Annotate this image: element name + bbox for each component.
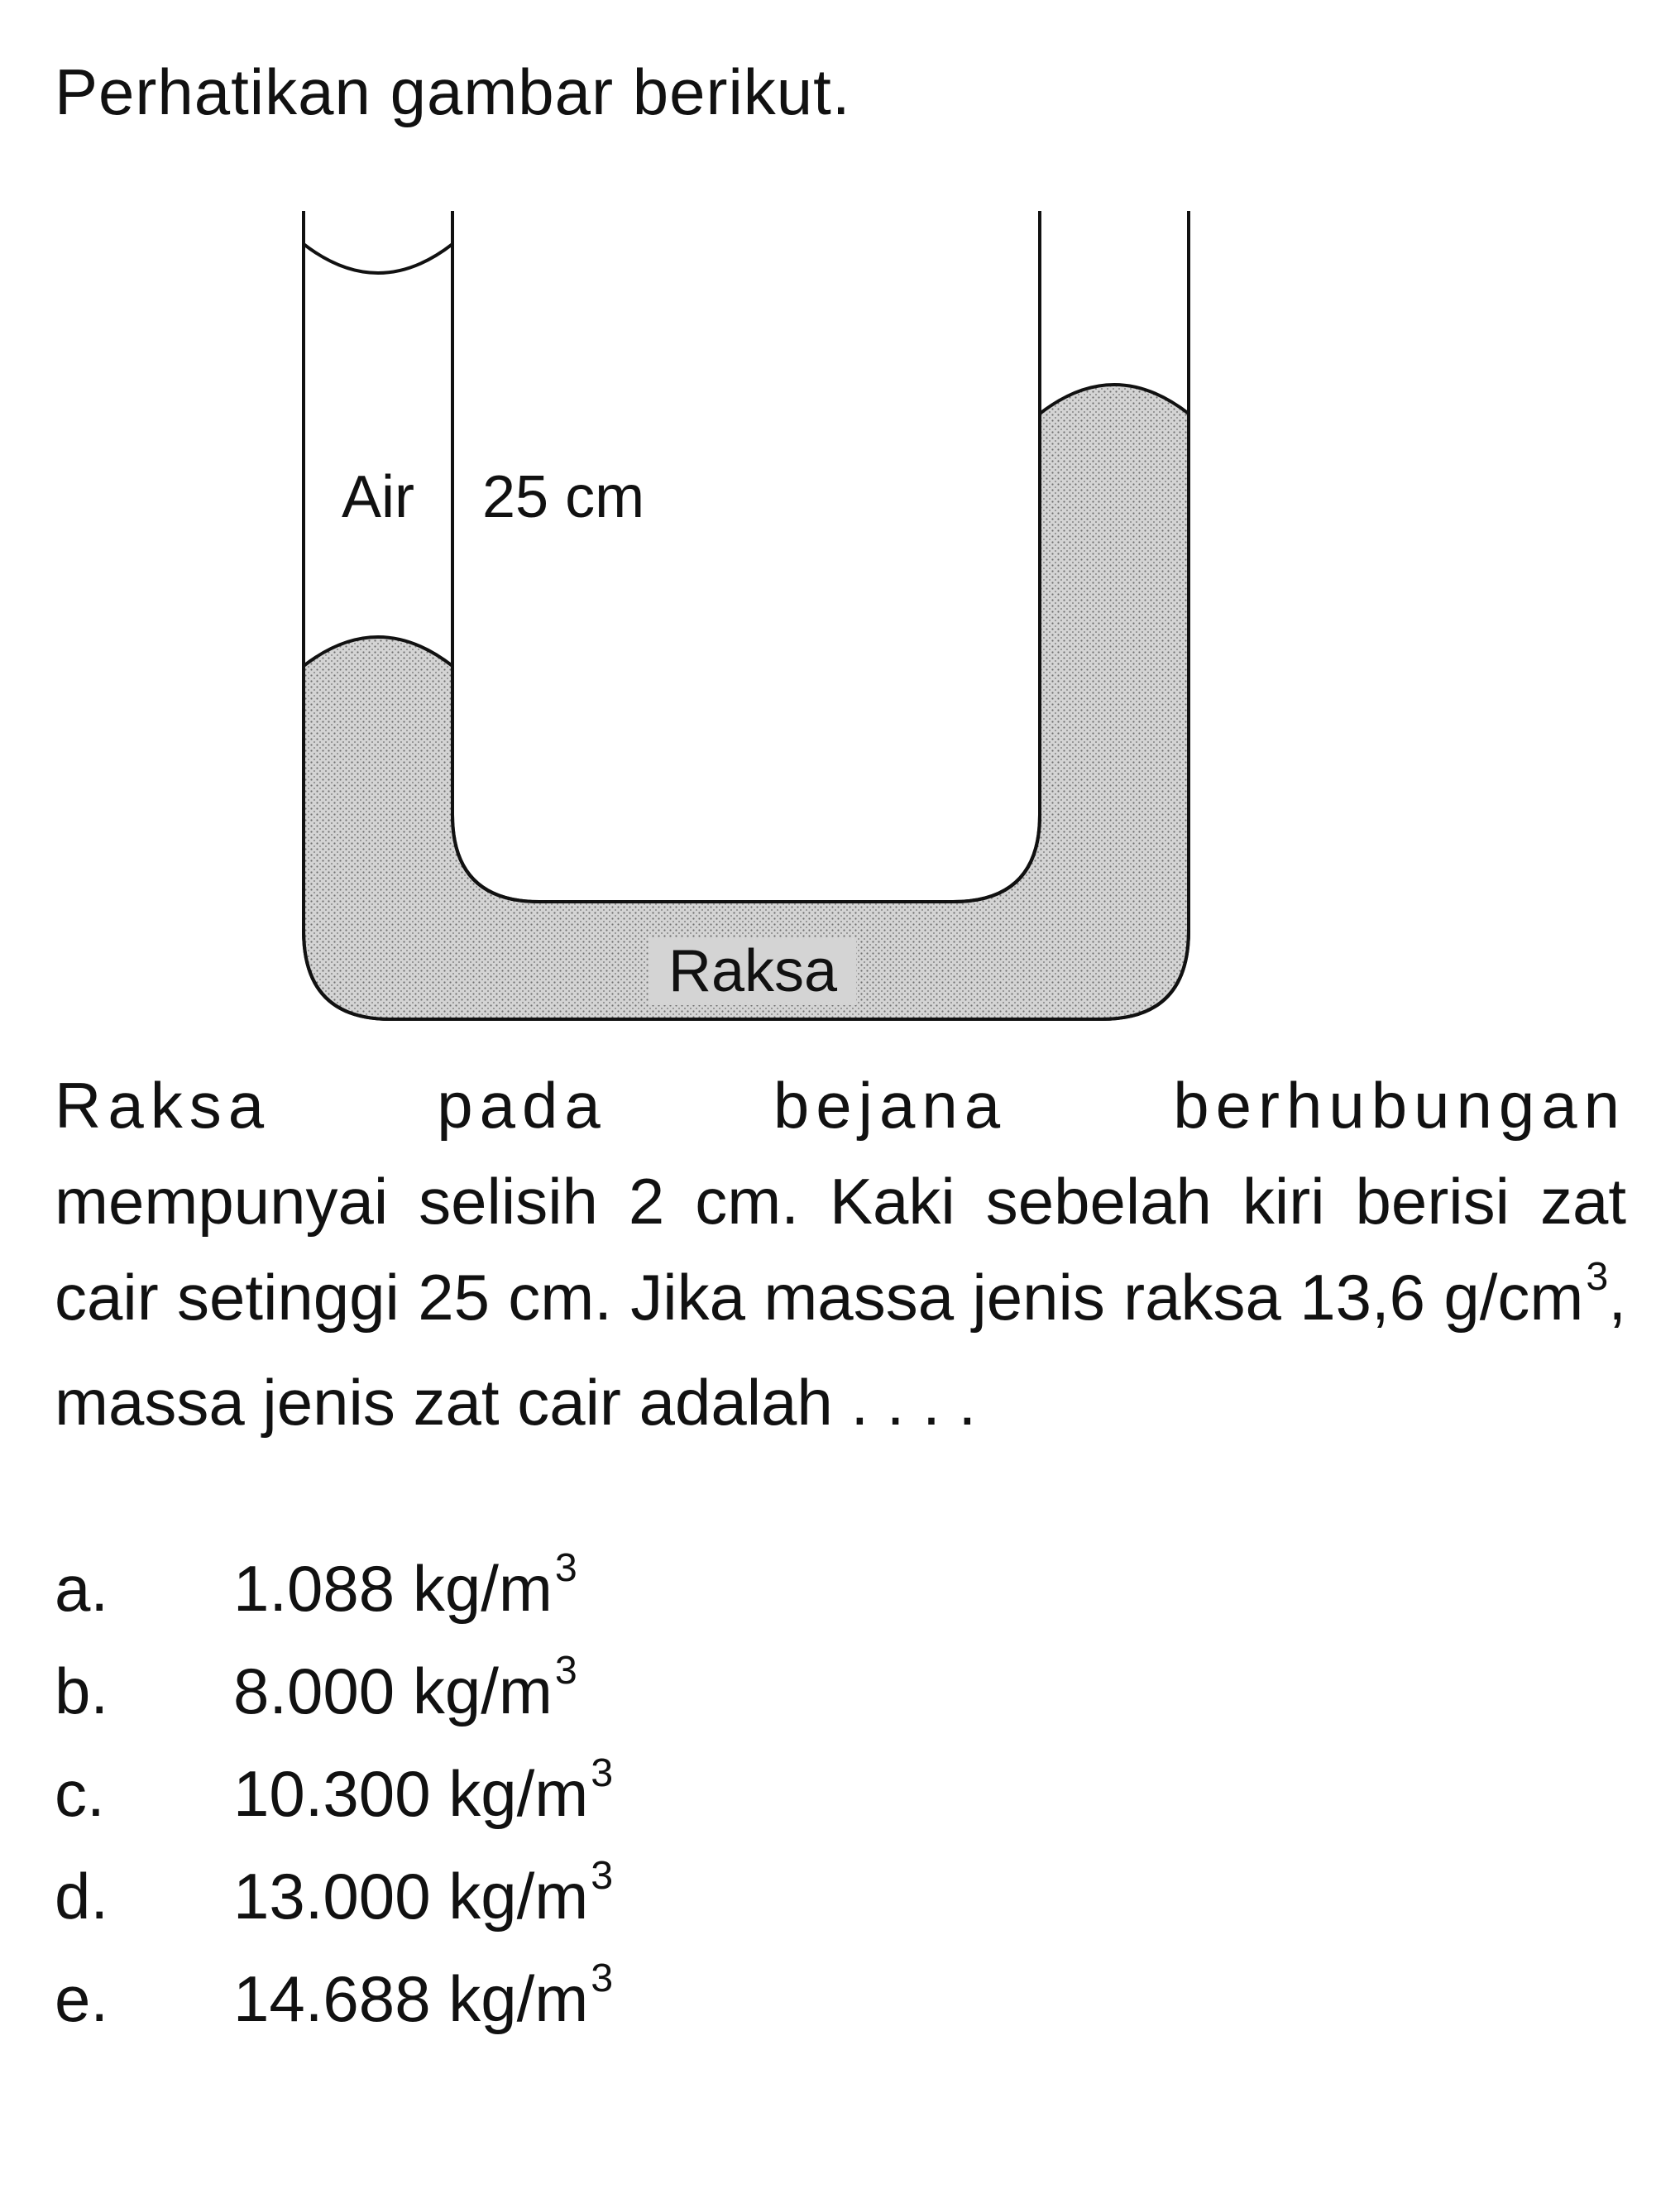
question-text (55, 1057, 1626, 1450)
option-letter: b. (55, 1655, 109, 1727)
option-letter: d. (55, 1860, 109, 1933)
option-e[interactable] (55, 1947, 613, 2050)
option-value: 1.088 kg/m (233, 1552, 553, 1625)
option-superscript: 3 (591, 1852, 614, 1898)
option-a[interactable] (55, 1537, 613, 1640)
label-raksa: Raksa (668, 938, 838, 1004)
option-b[interactable] (55, 1640, 613, 1742)
option-c[interactable] (55, 1742, 613, 1845)
question-line-3: , massa jenis zat cair adalah . . . . (55, 1261, 1626, 1439)
answer-options (55, 1537, 613, 2050)
liquid-meniscus (304, 244, 452, 273)
option-letter: a. (55, 1552, 109, 1625)
option-superscript: 3 (591, 1955, 614, 2000)
u-tube-figure (281, 211, 1241, 1067)
option-letter: e. (55, 1962, 109, 2035)
option-superscript: 3 (591, 1750, 614, 1795)
question-line-1: Raksa pada bejana berhubungan (55, 1069, 1626, 1142)
mercury-fill (304, 385, 1189, 1019)
option-value: 10.300 kg/m (233, 1757, 589, 1830)
option-letter: c. (55, 1757, 105, 1830)
option-value: 13.000 kg/m (233, 1860, 589, 1933)
option-superscript: 3 (554, 1647, 577, 1693)
label-25cm: 25 cm (482, 464, 645, 530)
option-superscript: 3 (554, 1545, 577, 1590)
option-value: 14.688 kg/m (233, 1962, 589, 2035)
label-air: Air (342, 464, 414, 530)
tube-inner-wall (452, 211, 1040, 902)
question-line-2: mempunyai selisih 2 cm. Kaki sebelah kiri berisi zat cair setinggi 25 cm. Jika massa jenis raksa 13,6 g/cm (55, 1165, 1626, 1334)
option-value: 8.000 kg/m (233, 1655, 553, 1727)
option-d[interactable] (55, 1845, 613, 1947)
question-superscript: 3 (1586, 1253, 1609, 1299)
intro-text: Perhatikan gambar berikut. (55, 55, 851, 128)
